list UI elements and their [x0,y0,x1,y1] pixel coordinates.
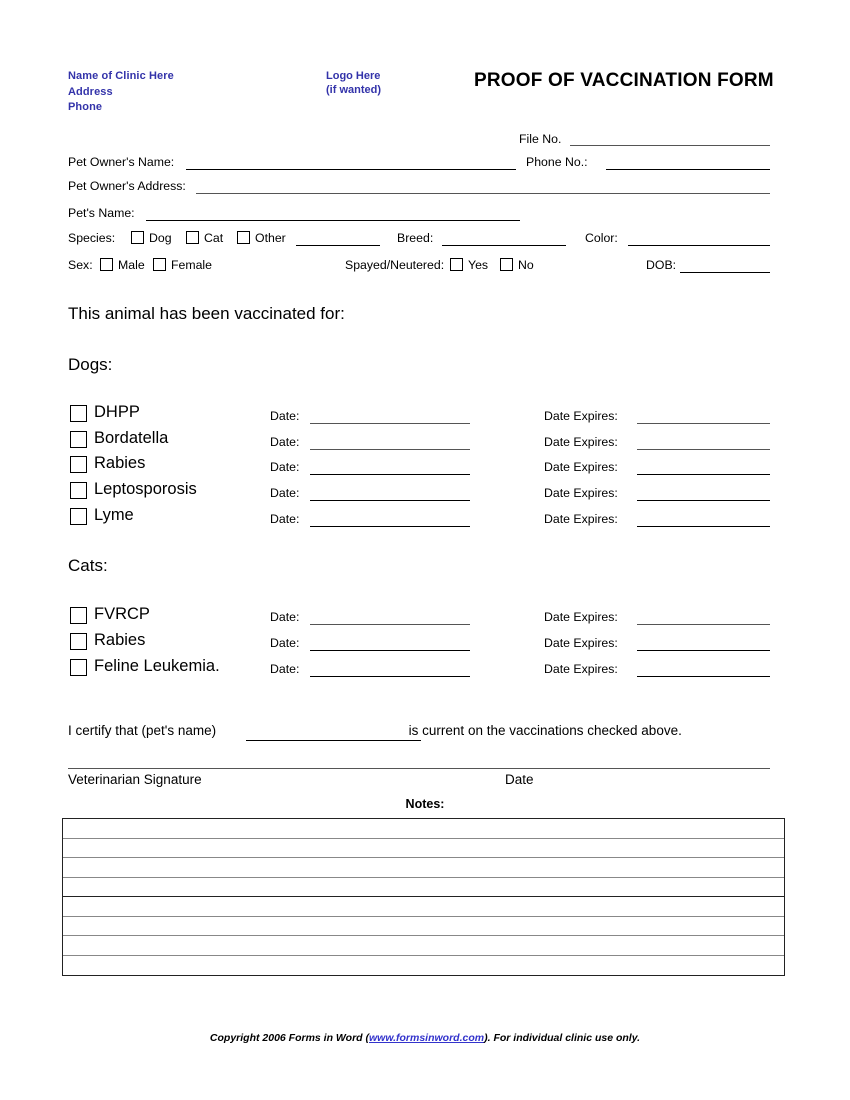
clinic-name: Name of Clinic Here [68,70,174,82]
species-checkbox-cat[interactable] [186,231,199,244]
notes-table [62,818,785,976]
species-option-dog-label: Dog [149,231,172,245]
dogs-heading: Dogs: [68,355,113,374]
date-label-leptosporosis: Date: [270,486,300,500]
notes-row[interactable] [63,858,784,878]
sex-checkbox-male[interactable] [100,258,113,271]
date-expires-input-feline-leukemia[interactable] [637,676,770,677]
spayed-neutered-label: Spayed/Neutered: [345,258,445,272]
vaccine-checkbox-dhpp[interactable] [70,405,87,422]
date-input-rabies-cat[interactable] [310,650,470,651]
sex-option-male-label: Male [118,258,145,272]
dob-label: DOB: [646,258,677,272]
spayed-option-yes-label: Yes [468,258,489,272]
footer-url-link[interactable]: www.formsinword.com [368,1032,485,1044]
date-expires-label-feline-leukemia: Date Expires: [544,662,618,676]
date-label-lyme: Date: [270,512,300,526]
clinic-address: Address [68,85,113,98]
footer-text-after: ). For individual clinic use only. [484,1032,641,1044]
date-input-leptosporosis[interactable] [310,500,470,501]
color-label: Color: [585,231,618,245]
date-input-dhpp[interactable] [310,423,470,424]
date-expires-input-dhpp[interactable] [637,423,770,424]
owner-name-input[interactable] [186,169,516,170]
spayed-option-no-label: No [518,258,534,272]
spayed-checkbox-yes[interactable] [450,258,463,271]
species-label: Species: [68,231,116,245]
breed-input[interactable] [442,245,566,246]
pet-name-input[interactable] [146,220,520,221]
certification-text-after: is current on the vaccinations checked above. [408,723,682,738]
date-expires-input-rabies-cat[interactable] [637,650,770,651]
logo-placeholder-line2: (if wanted) [326,84,381,96]
file-no-label: File No. [519,132,562,146]
certification-text-before: I certify that (pet's name) [68,723,217,738]
vaccine-label-leptosporosis: Leptosporosis [94,480,197,498]
signature-date-label: Date [505,772,534,787]
vaccine-checkbox-bordatella[interactable] [70,431,87,448]
species-checkbox-other[interactable] [237,231,250,244]
date-label-feline-leukemia: Date: [270,662,300,676]
date-expires-label-fvrcp: Date Expires: [544,610,618,624]
date-label-rabies-cat: Date: [270,636,300,650]
page-title: PROOF OF VACCINATION FORM [474,70,774,91]
vaccine-label-feline-leukemia: Feline Leukemia. [94,657,220,675]
owner-address-label: Pet Owner's Address: [68,179,186,193]
vaccine-label-lyme: Lyme [94,506,134,524]
date-label-rabies-dog: Date: [270,460,300,474]
footer-text-before: Copyright 2006 Forms in Word ( [209,1032,369,1044]
date-expires-label-lyme: Date Expires: [544,512,618,526]
vaccination-intro: This animal has been vaccinated for: [68,304,345,323]
date-expires-label-bordatella: Date Expires: [544,435,618,449]
file-no-input[interactable] [570,145,770,146]
cats-heading: Cats: [68,556,108,575]
notes-row[interactable] [63,936,784,956]
date-expires-input-lyme[interactable] [637,526,770,527]
date-label-bordatella: Date: [270,435,300,449]
notes-row[interactable] [63,839,784,859]
vaccine-label-dhpp: DHPP [94,403,140,421]
logo-placeholder-line1: Logo Here [326,70,381,82]
veterinarian-signature-label: Veterinarian Signature [68,772,202,787]
vaccine-label-rabies-dog: Rabies [94,454,146,472]
sex-option-female-label: Female [171,258,213,272]
species-option-other-label: Other [255,231,286,245]
date-expires-input-bordatella[interactable] [637,449,770,450]
footer-copyright [0,1032,850,1044]
date-input-lyme[interactable] [310,526,470,527]
notes-row[interactable] [63,819,784,839]
date-expires-label-rabies-dog: Date Expires: [544,460,618,474]
date-expires-input-fvrcp[interactable] [637,624,770,625]
owner-name-label: Pet Owner's Name: [68,155,175,169]
notes-row[interactable] [63,878,784,898]
date-expires-label-rabies-cat: Date Expires: [544,636,618,650]
phone-no-input[interactable] [606,169,770,170]
sex-checkbox-female[interactable] [153,258,166,271]
dob-input[interactable] [680,272,770,273]
date-input-rabies-dog[interactable] [310,474,470,475]
date-input-bordatella[interactable] [310,449,470,450]
veterinarian-signature-input[interactable] [68,768,770,769]
species-option-cat-label: Cat [204,231,224,245]
breed-label: Breed: [397,231,434,245]
sex-label: Sex: [68,258,93,272]
date-expires-label-leptosporosis: Date Expires: [544,486,618,500]
species-checkbox-dog[interactable] [131,231,144,244]
date-label-fvrcp: Date: [270,610,300,624]
certification-statement [68,723,682,738]
date-label-dhpp: Date: [270,409,300,423]
vaccine-label-fvrcp: FVRCP [94,605,150,623]
date-input-feline-leukemia[interactable] [310,676,470,677]
notes-row[interactable] [63,897,784,917]
vaccine-checkbox-fvrcp[interactable] [70,607,87,624]
clinic-info-block [68,69,174,116]
owner-address-input[interactable] [196,193,770,194]
certification-pet-name-input[interactable] [246,740,421,741]
species-other-input[interactable] [296,245,380,246]
vaccine-checkbox-lyme[interactable] [70,508,87,525]
vaccine-checkbox-leptosporosis[interactable] [70,482,87,499]
date-expires-input-leptosporosis[interactable] [637,500,770,501]
spayed-checkbox-no[interactable] [500,258,513,271]
notes-row[interactable] [63,956,784,976]
logo-placeholder [326,69,381,97]
vaccine-label-rabies-cat: Rabies [94,631,146,649]
date-input-fvrcp[interactable] [310,624,470,625]
phone-no-label: Phone No.: [526,155,588,169]
date-expires-input-rabies-dog[interactable] [637,474,770,475]
clinic-phone: Phone [68,101,103,113]
notes-row[interactable] [63,917,784,937]
vaccine-checkbox-feline-leukemia[interactable] [70,659,87,676]
pet-name-label: Pet's Name: [68,206,135,220]
vaccine-label-bordatella: Bordatella [94,429,169,447]
vaccine-checkbox-rabies-cat[interactable] [70,633,87,650]
vaccine-checkbox-rabies-dog[interactable] [70,456,87,473]
color-input[interactable] [628,245,770,246]
date-expires-label-dhpp: Date Expires: [544,409,618,423]
notes-heading: Notes: [405,797,445,811]
